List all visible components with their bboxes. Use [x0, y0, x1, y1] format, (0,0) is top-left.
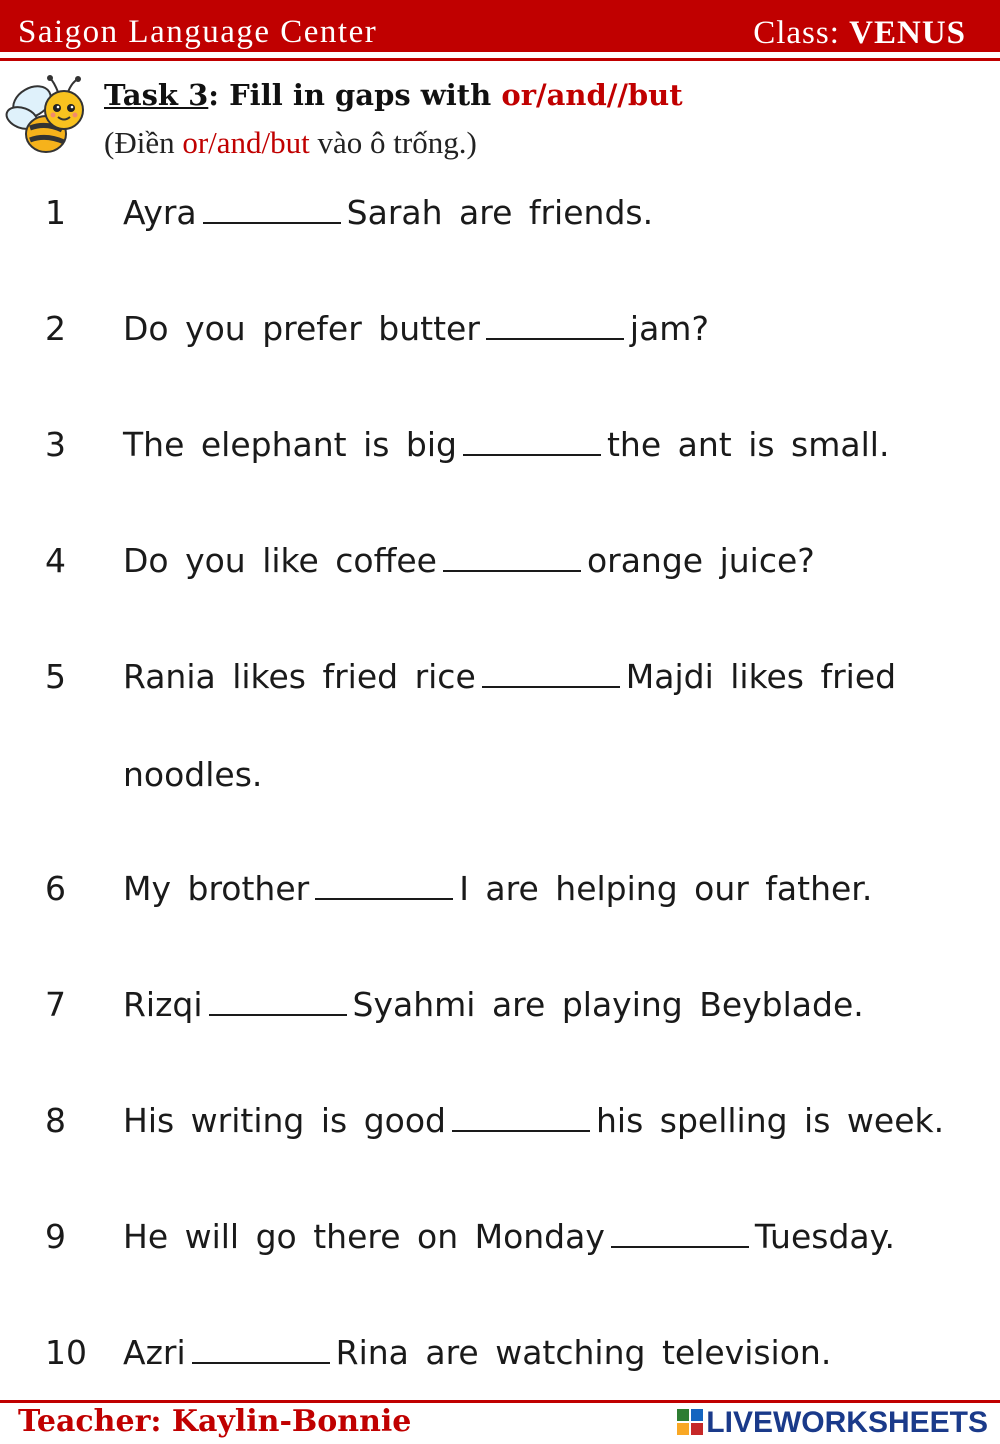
question-10	[0, 1333, 1000, 1393]
footer-divider	[0, 1400, 1000, 1403]
question-number: 5	[45, 657, 66, 696]
header-bar	[0, 0, 1000, 52]
liveworksheets-brand	[677, 1406, 988, 1440]
answer-blank[interactable]	[611, 1218, 749, 1248]
question-3	[0, 425, 1000, 485]
question-number: 9	[45, 1217, 66, 1256]
question-number: 3	[45, 425, 66, 464]
question-text-before: Do you like coffee	[123, 541, 437, 580]
question-text-before: Ayra	[123, 193, 197, 232]
question-number: 4	[45, 541, 66, 580]
question-number: 8	[45, 1101, 66, 1140]
question-text-before: Rania likes fried rice	[123, 657, 476, 696]
question-8	[0, 1101, 1000, 1161]
task-number: Task 3	[104, 78, 209, 112]
class-value: VENUS	[849, 15, 966, 51]
answer-blank[interactable]	[203, 194, 341, 224]
question-text-after: Sarah are friends.	[346, 193, 654, 232]
question-number: 2	[45, 309, 66, 348]
class-info	[753, 15, 966, 52]
question-text-continuation: noodles.	[123, 755, 263, 794]
class-label: Class:	[753, 15, 840, 51]
question-2	[0, 309, 1000, 369]
question-text-after: jam?	[629, 309, 709, 348]
question-text-after: Majdi likes fried	[625, 657, 897, 696]
task-instruction: : Fill in gaps with	[208, 78, 502, 112]
answer-blank[interactable]	[209, 986, 347, 1016]
question-number: 6	[45, 869, 66, 908]
teacher-name: Teacher: Kaylin-Bonnie	[18, 1404, 412, 1439]
question-5-continuation	[0, 755, 1000, 815]
answer-blank[interactable]	[443, 542, 581, 572]
question-text-before: The elephant is big	[123, 425, 457, 464]
question-text-after: orange juice?	[586, 541, 815, 580]
liveworksheets-logo-icon	[677, 1409, 703, 1435]
question-text-before: My brother	[123, 869, 310, 908]
question-number: 10	[45, 1333, 87, 1372]
question-6	[0, 869, 1000, 929]
question-text-after: Rina are watching television.	[335, 1333, 832, 1372]
answer-blank[interactable]	[192, 1334, 330, 1364]
school-name: Saigon Language Center	[18, 14, 378, 50]
question-text-before: His writing is good	[123, 1101, 446, 1140]
translation-open: (Điền	[104, 125, 183, 160]
question-number: 7	[45, 985, 66, 1024]
question-1	[0, 193, 1000, 253]
answer-blank[interactable]	[463, 426, 601, 456]
question-4	[0, 541, 1000, 601]
translation-close: vào ô trống.)	[309, 125, 477, 160]
question-text-after: his spelling is week.	[595, 1101, 945, 1140]
answer-blank[interactable]	[482, 658, 620, 688]
question-text-before: He will go there on Monday	[123, 1217, 605, 1256]
question-text-before: Azri	[123, 1333, 186, 1372]
answer-blank[interactable]	[452, 1102, 590, 1132]
task-title	[104, 78, 683, 112]
answer-blank[interactable]	[486, 310, 624, 340]
bee-icon	[2, 72, 94, 160]
task-options: or/and//but	[501, 78, 683, 112]
header-divider	[0, 58, 1000, 61]
question-text-after: the ant is small.	[606, 425, 890, 464]
question-text-after: I are helping our father.	[459, 869, 873, 908]
translation-options: or/and/but	[182, 125, 310, 160]
question-5	[0, 657, 1000, 717]
question-9	[0, 1217, 1000, 1277]
task-translation	[104, 125, 477, 161]
question-text-before: Rizqi	[123, 985, 203, 1024]
question-number: 1	[45, 193, 66, 232]
question-text-after: Syahmi are playing Beyblade.	[352, 985, 864, 1024]
question-text-before: Do you prefer butter	[123, 309, 480, 348]
question-7	[0, 985, 1000, 1045]
brand-text: LIVEWORKSHEETS	[706, 1406, 988, 1439]
answer-blank[interactable]	[315, 870, 453, 900]
question-text-after: Tuesday.	[754, 1217, 895, 1256]
